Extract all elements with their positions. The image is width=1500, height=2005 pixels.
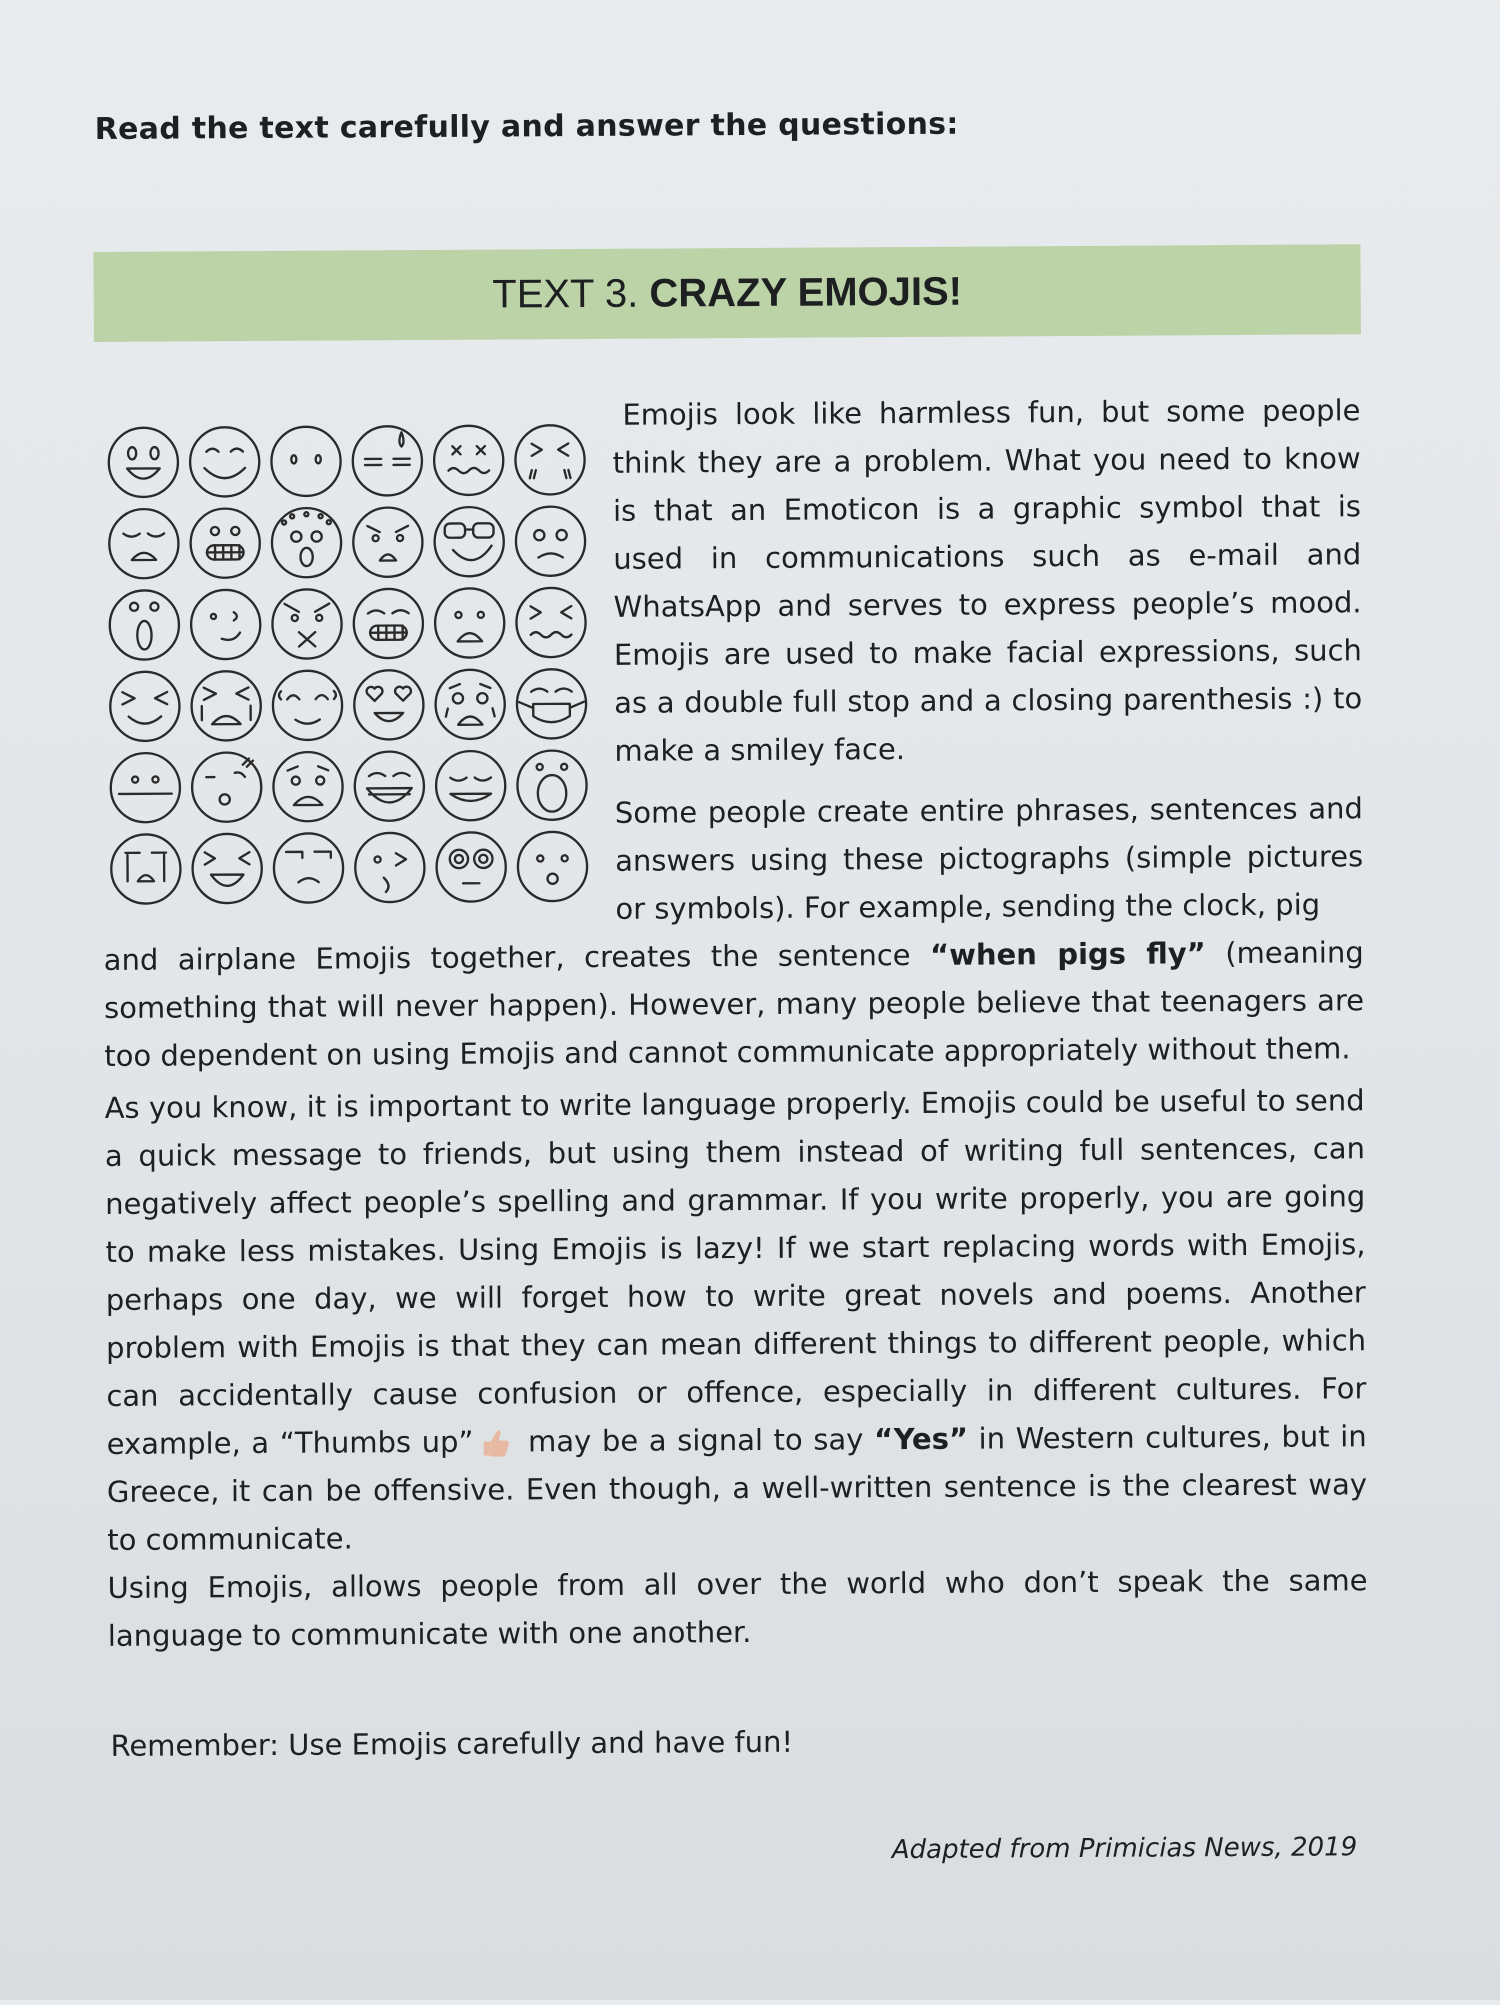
emoji-face-crying-loud xyxy=(191,671,261,741)
emoji-face-worried xyxy=(109,509,179,579)
emoji-face-grimace xyxy=(190,508,260,578)
emoji-face-spiral-eyes xyxy=(436,832,506,902)
emoji-face-unamused xyxy=(274,833,344,903)
instruction-heading: Read the text carefully and answer the questions: xyxy=(95,107,959,147)
thumbs-up-icon xyxy=(479,1427,511,1457)
paragraph-1: Emojis look like harmless fun, but some people think they are a problem. What you need to know is that an Emoticon is a graphic symbol that is used in communications such as e-mail and WhatsApp and serves to express people’s mood. Emojis are used to make facial expressions, such as a double full stop and a closing parenthesis :) to make a smiley face. xyxy=(612,386,1362,775)
paragraph-2-continued xyxy=(104,928,1365,1080)
paragraph-3-text-c: in Western cultures, but in Greece, it can be offensive. Even though, a well-written sentence is the clearest way to communicate. xyxy=(107,1419,1367,1557)
emoji-face-sweating-panic xyxy=(272,508,342,578)
emoji-face-sweat xyxy=(353,426,423,496)
emoji-face-laughing xyxy=(109,428,179,498)
paragraph-2-intro: Some people create entire phrases, sentences and answers using these pictographs (simple pictures or symbols). For example, sending the clock, pig xyxy=(615,784,1364,933)
emoji-face-shocked xyxy=(110,590,180,660)
emoji-face-winking xyxy=(355,833,425,903)
emoji-face-nerd xyxy=(434,507,504,577)
emoji-face-furious xyxy=(272,589,342,659)
title-main: CRAZY EMOJIS! xyxy=(649,269,962,316)
text-title-bar xyxy=(93,244,1361,342)
word-yes: “Yes” xyxy=(874,1422,968,1457)
emoji-face-tired xyxy=(273,752,343,822)
emoji-face-relieved xyxy=(273,671,343,741)
emoji-face-sad xyxy=(516,506,586,576)
emoji-faces-grid xyxy=(102,419,593,910)
emoji-face-squint-grin xyxy=(110,672,180,742)
paragraph-4: Using Emojis, allows people from all over the world who don’t speak the same language to communicate with one another. xyxy=(107,1556,1368,1660)
phrase-when-pigs-fly: “when pigs fly” xyxy=(930,936,1206,972)
emoji-face-squint-tired xyxy=(515,425,585,495)
emoji-face-anguished xyxy=(435,670,505,740)
emoji-face-neutral-dots xyxy=(271,427,341,497)
emoji-face-frowning-open xyxy=(435,588,505,658)
emoji-face-astonished xyxy=(517,750,587,820)
paragraph-3-text-a: As you know, it is important to write language properly. Emojis could be useful to send a quick message to friends, but using them instead of writing full sentences, can negatively affect people’s spelling and grammar. If you write properly, you are going to make less mistakes. Using Emojis is lazy! If we start replacing words with Emojis, perhaps one day, we will forget how to write great novels and poems. Another problem with Emojis is that they can mean different things to different people, which can accidentally cause confusion or offence, especially in different cultures. For example, a “Thumbs up” xyxy=(105,1083,1367,1461)
paragraph-2-text-a: and airplane Emojis together, creates the sentence xyxy=(104,938,931,977)
emoji-face-smirk xyxy=(191,590,261,660)
emoji-face-laugh-squint xyxy=(192,834,262,904)
source-citation: Adapted from Primicias News, 2019 xyxy=(892,1832,1358,1865)
emoji-face-confounded xyxy=(516,588,586,658)
emoji-face-expressionless xyxy=(111,753,181,823)
emoji-face-heart-eyes xyxy=(354,670,424,740)
paragraph-2-text-b: (meaning something that will never happen). However, many people believe that teenagers are too dependent on using Emojis and cannot communicate appropriately without them. xyxy=(104,935,1364,1073)
emoji-face-mask xyxy=(517,669,587,739)
paragraph-3 xyxy=(105,1076,1368,1564)
remember-note: Remember: Use Emojis carefully and have fun! xyxy=(110,1725,793,1763)
emoji-face-dizzy xyxy=(434,426,504,496)
emoji-face-sobbing xyxy=(111,834,181,904)
emoji-face-wink-kiss xyxy=(192,752,262,822)
emoji-face-content xyxy=(190,427,260,497)
emoji-face-grinning-teeth xyxy=(354,589,424,659)
emoji-face-angry xyxy=(353,507,423,577)
title-prefix: TEXT 3. xyxy=(492,271,649,317)
paragraph-3-text-b: may be a signal to say xyxy=(517,1422,874,1458)
emoji-face-pleased xyxy=(436,751,506,821)
emoji-face-big-grin xyxy=(355,751,425,821)
emoji-face-hushed xyxy=(518,832,588,902)
